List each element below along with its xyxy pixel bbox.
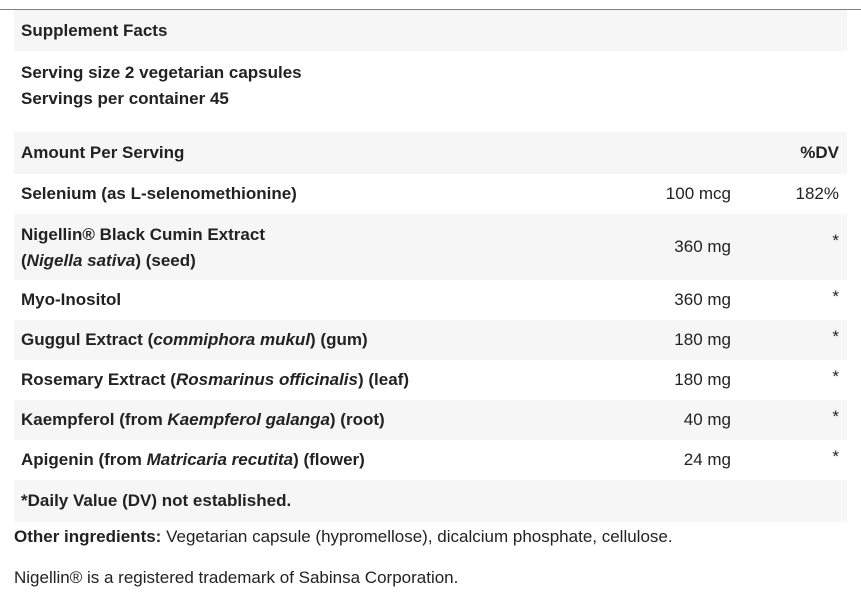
ingredient-amount: 360 mg — [674, 290, 731, 309]
ingredient-dv: * — [832, 327, 839, 346]
ingredient-amount: 24 mg — [683, 450, 731, 469]
ingredient-name-line1: Nigellin® Black Cumin Extract — [21, 225, 265, 244]
other-ingredients-label: Other ingredients: — [14, 527, 162, 546]
ingredient-dv: * — [832, 287, 839, 306]
dv-header: %DV — [800, 143, 839, 162]
ingredient-name: Kaempferol (from Kaempferol galanga) (root) — [21, 410, 385, 429]
table-row — [14, 440, 847, 480]
dv-footnote: *Daily Value (DV) not established. — [14, 480, 847, 522]
ingredient-amount: 100 mcg — [665, 184, 731, 203]
ingredient-dv: * — [832, 231, 839, 250]
ingredient-amount: 180 mg — [674, 330, 731, 349]
ingredient-name: Myo-Inositol — [21, 290, 122, 309]
ingredient-name: Guggul Extract (commiphora mukul) (gum) — [21, 330, 368, 349]
table-row — [14, 280, 847, 320]
ingredient-amount: 360 mg — [674, 237, 731, 256]
ingredient-name: Selenium (as L-selenomethionine) — [21, 184, 297, 203]
ingredient-dv: * — [832, 447, 839, 466]
serving-size: Serving size 2 vegetarian capsules — [21, 63, 302, 82]
ingredient-name: Apigenin (from Matricaria recutita) (flower) — [21, 450, 365, 469]
amount-per-serving-header: Amount Per Serving — [21, 143, 185, 162]
table-row — [14, 214, 847, 280]
supplement-facts-table — [14, 10, 847, 522]
ingredient-amount: 180 mg — [674, 370, 731, 389]
table-row — [14, 360, 847, 400]
table-title: Supplement Facts — [14, 10, 847, 51]
ingredient-name-line2: (Nigella sativa) (seed) — [21, 251, 196, 270]
trademark-notice: Nigellin® is a registered trademark of Sabinsa Corporation. — [14, 568, 459, 587]
ingredient-amount: 40 mg — [683, 410, 731, 429]
table-row — [14, 400, 847, 440]
other-ingredients-text: Vegetarian capsule (hypromellose), dicalcium phosphate, cellulose. — [161, 527, 673, 546]
ingredient-dv: * — [832, 407, 839, 426]
table-row — [14, 174, 847, 214]
ingredient-name: Rosemary Extract (Rosmarinus officinalis) (leaf) — [21, 370, 409, 389]
table-row — [14, 320, 847, 360]
serving-info — [14, 51, 847, 132]
table-header-row — [14, 132, 847, 174]
other-ingredients — [14, 526, 673, 548]
ingredient-dv: 182% — [795, 184, 839, 203]
servings-per-container: Servings per container 45 — [21, 89, 229, 108]
ingredient-dv: * — [832, 367, 839, 386]
